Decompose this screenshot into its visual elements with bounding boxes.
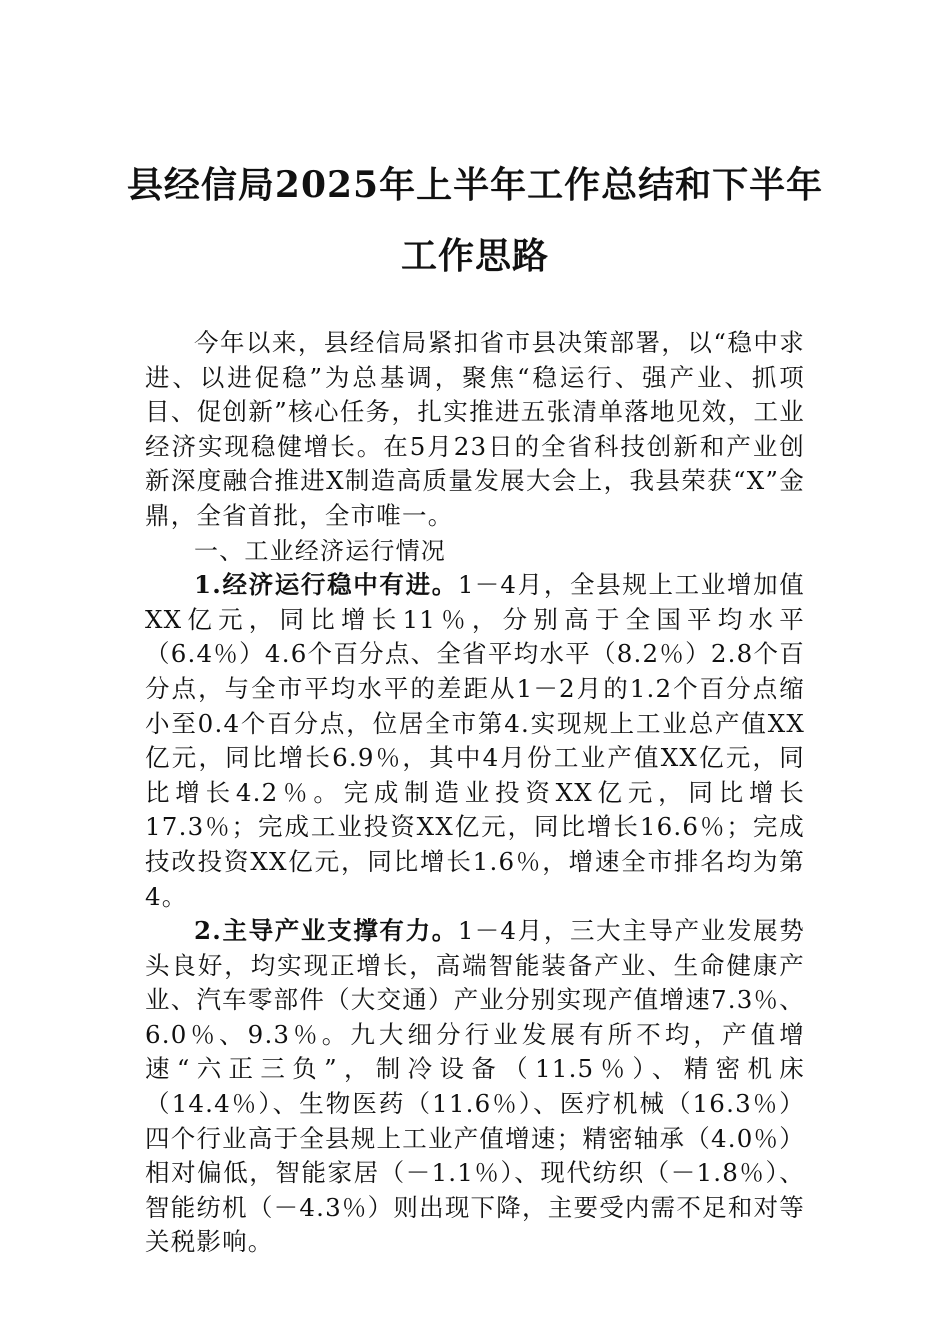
item-2-lead: 2.主导产业支撑有力。	[194, 916, 458, 946]
item-2-paragraph	[145, 914, 805, 1260]
intro-paragraph: 今年以来，县经信局紧扣省市县决策部署，以“稳中求进、以进促稳”为总基调，聚焦“稳运行、强产业、抓项目、促创新”核心任务，扎实推进五张清单落地见效，工业经济实现稳健增长。在5月23日的全省科技创新和产业创新深度融合推进X制造高质量发展大会上，我县荣获“X”金鼎，全省首批，全市唯一。	[145, 328, 805, 530]
section-heading-1: 一、工业经济运行情况	[194, 536, 446, 565]
document-title-line-1: 县经信局2025年上半年工作总结和下半年	[126, 164, 824, 206]
document-body	[145, 326, 805, 1260]
document-title-line-2: 工作思路	[400, 235, 549, 277]
item-1-lead: 1.经济运行稳中有进。	[194, 570, 458, 600]
item-2-text: 1－4月，三大主导产业发展势头良好，均实现正增长，高端智能装备产业、生命健康产业、汽车零部件（大交通）产业分别实现产值增速7.3％、6.0％、9.3％。九大细分行业发展有所不均，产值增速“六正三负”，制冷设备（11.5％）、精密机床（14.4％）、生物医药（11.6％）、医疗机械（16.3％）四个行业高于全县规上工业产值增速；精密轴承（4.0％）相对偏低，智能家居（－1.1％）、现代纺织（－1.8％）、智能纺机（－4.3％）则出现下降，主要受内需不足和对等关税影响。	[145, 916, 805, 1257]
item-1-text: 1－4月，全县规上工业增加值XX亿元，同比增长11％，分别高于全国平均水平（6.4％）4.6个百分点、全省平均水平（8.2％）2.8个百分点，与全市平均水平的差距从1－2月的1.2个百分点缩小至0.4个百分点，位居全市第4.实现规上工业总产值XX亿元，同比增长6.9％，其中4月份工业产值XX亿元，同比增长4.2％。完成制造业投资XX亿元，同比增长17.3％；完成工业投资XX亿元，同比增长16.6％；完成技改投资XX亿元，同比增长1.6％，增速全市排名均为第4。	[145, 570, 805, 911]
item-1-paragraph	[145, 568, 805, 914]
